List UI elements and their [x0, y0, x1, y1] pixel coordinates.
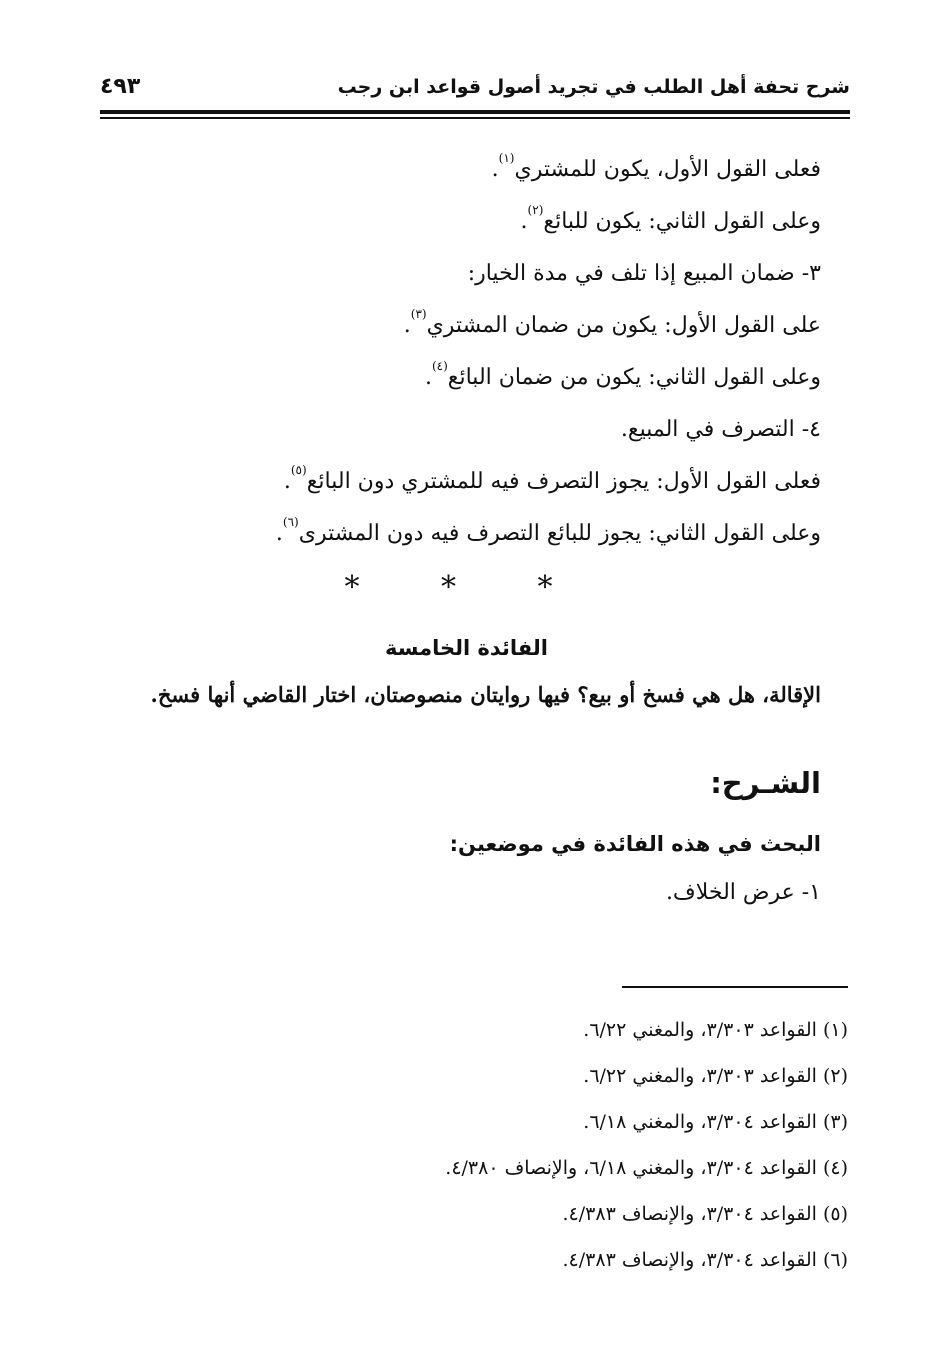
footnote: (١) القواعد ٣/٣٠٣، والمغني ٦/٢٢.	[583, 1019, 848, 1041]
header-rule-thin	[100, 117, 850, 119]
line-end: .	[403, 313, 411, 338]
line-text: وعلى القول الثاني: يكون للبائع	[543, 209, 821, 234]
commentary-point: ١- عرض الخلاف.	[665, 880, 821, 905]
body-text	[121, 148, 821, 564]
line-text: فعلى القول الأول، يكون للمشتري	[514, 157, 821, 182]
footnote-ref: (٥)	[290, 463, 307, 477]
line-text: فعلى القول الأول: يجوز التصرف فيه للمشتري دون البائع	[306, 469, 821, 494]
body-line	[121, 304, 821, 356]
footnote: (٦) القواعد ٣/٣٠٤، والإنصاف ٤/٣٨٣.	[562, 1249, 848, 1271]
body-line	[121, 460, 821, 512]
footnotes	[148, 1012, 848, 1288]
line-end: .	[283, 469, 291, 494]
footnote: (٣) القواعد ٣/٣٠٤، والمغني ٦/١٨.	[583, 1111, 848, 1133]
line-text: وعلى القول الثاني: يجوز للبائع التصرف فيه دون المشترى	[298, 521, 821, 546]
footnote-separator	[622, 986, 848, 988]
line-end: .	[275, 521, 283, 546]
rule-statement: الإقالة، هل هي فسخ أو بيع؟ فيها روايتان منصوصتان، اختار القاضي أنها فسخ.	[150, 682, 821, 707]
footnote-ref: (٤)	[431, 359, 448, 373]
footnote-ref: (١)	[498, 151, 515, 165]
header-rule-thick	[100, 110, 850, 114]
line-text: ٣- ضمان المبيع إذا تلف في مدة الخيار:	[467, 261, 821, 286]
line-end: .	[424, 365, 432, 390]
line-text: على القول الأول: يكون من ضمان المشتري	[426, 313, 821, 338]
footnote: (٤) القواعد ٣/٣٠٤، والمغني ٦/١٨، والإنصاف ٤/٣٨٠.	[445, 1157, 848, 1179]
page-header	[100, 72, 850, 106]
body-line	[121, 512, 821, 564]
line-end: .	[491, 157, 499, 182]
body-line	[121, 356, 821, 408]
section-title: الفائدة الخامسة	[384, 636, 549, 660]
body-line	[121, 252, 821, 304]
section-divider-stars: * * *	[344, 570, 589, 605]
footnote: (٢) القواعد ٣/٣٠٣، والمغني ٦/٢٢.	[583, 1065, 848, 1087]
body-line	[121, 148, 821, 200]
commentary-subheading: البحث في هذه الفائدة في موضعين:	[449, 832, 821, 856]
footnote-ref: (٢)	[527, 203, 544, 217]
line-text: وعلى القول الثاني: يكون من ضمان البائع	[447, 365, 821, 390]
running-title: شرح تحفة أهل الطلب في تجريد أصول قواعد ابن رجب	[337, 76, 850, 98]
body-line	[121, 200, 821, 252]
footnote: (٥) القواعد ٣/٣٠٤، والإنصاف ٤/٣٨٣.	[562, 1203, 848, 1225]
line-text: ٤- التصرف في المبيع.	[620, 417, 821, 442]
footnote-ref: (٣)	[410, 307, 427, 321]
commentary-heading: الشـرح:	[710, 766, 821, 800]
body-line	[121, 408, 821, 460]
line-end: .	[520, 209, 528, 234]
page-number: ٤٩٣	[100, 74, 141, 99]
footnote-ref: (٦)	[282, 515, 299, 529]
